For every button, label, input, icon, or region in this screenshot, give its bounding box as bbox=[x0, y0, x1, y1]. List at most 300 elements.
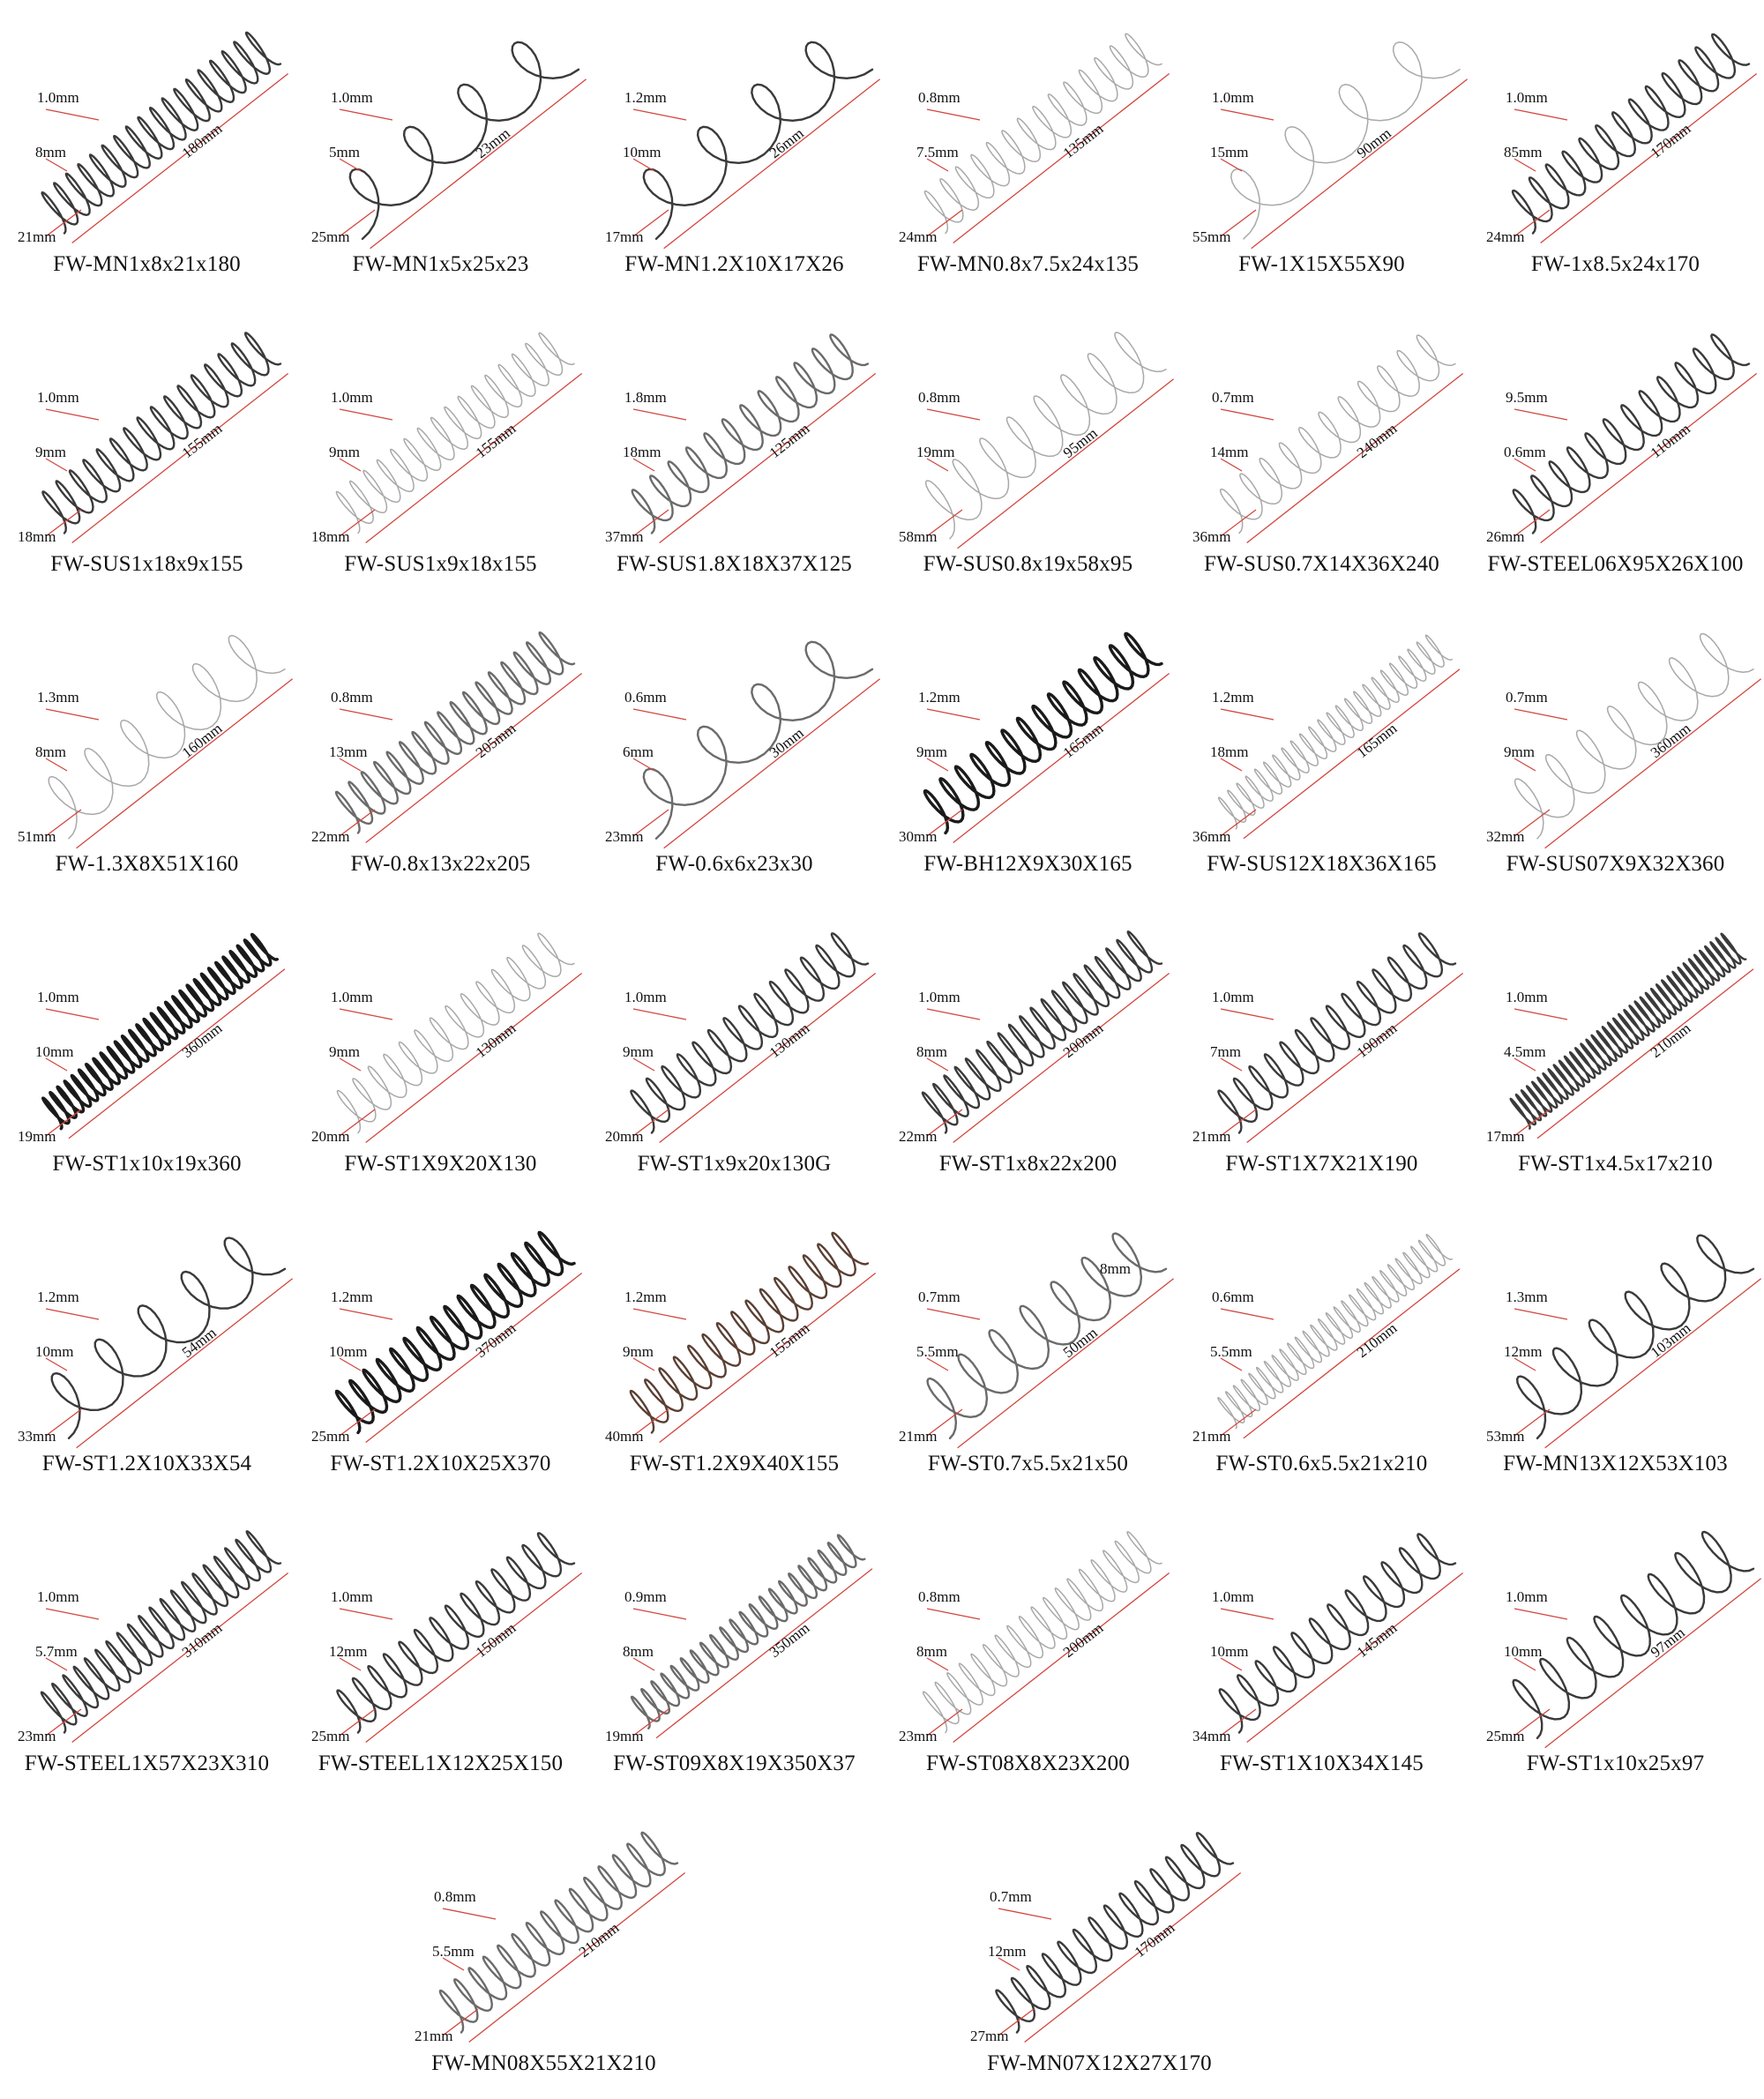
spring-photo bbox=[11, 11, 283, 249]
spring-photo bbox=[598, 11, 871, 249]
inner-diameter-label: 7mm bbox=[1210, 1043, 1241, 1060]
spring-coil bbox=[336, 333, 574, 534]
inner-dimension-line bbox=[1221, 459, 1242, 471]
product-card bbox=[0, 0, 294, 300]
model-number: FW-ST08X8X23X200 bbox=[926, 1752, 1130, 1775]
spring-coil bbox=[336, 632, 574, 833]
spring-photo bbox=[1479, 910, 1752, 1148]
length-label: 310mm bbox=[178, 1619, 226, 1662]
spring-photo bbox=[1185, 1510, 1458, 1748]
inner-dimension-line bbox=[633, 1358, 654, 1371]
length-dimension-line bbox=[1025, 1872, 1241, 2042]
outer-diameter-label: 17mm bbox=[1486, 1128, 1525, 1145]
length-dimension-line bbox=[366, 373, 582, 542]
product-card bbox=[1175, 1199, 1469, 1499]
inner-diameter-label: 85mm bbox=[1504, 144, 1543, 161]
inner-dimension-line bbox=[633, 758, 654, 771]
spring-coil bbox=[1515, 634, 1754, 839]
length-dimension-line bbox=[958, 1279, 1174, 1448]
length-label: 95mm bbox=[1059, 424, 1101, 462]
wire-diameter-label: 1.0mm bbox=[331, 389, 373, 406]
spring-coil bbox=[1220, 1535, 1455, 1733]
wire-diameter-label: 1.2mm bbox=[37, 1289, 79, 1305]
outer-diameter-label: 27mm bbox=[970, 2028, 1009, 2044]
inner-diameter-label: 4.5mm bbox=[1504, 1043, 1546, 1060]
spring-photo bbox=[963, 1810, 1236, 2048]
product-card bbox=[587, 1499, 881, 1799]
length-label: 26mm bbox=[766, 124, 807, 162]
outer-diameter-label: 17mm bbox=[605, 228, 644, 245]
length-dimension-line bbox=[1252, 79, 1468, 249]
inner-diameter-label: 10mm bbox=[623, 144, 662, 161]
spring-coil bbox=[350, 42, 579, 239]
wire-diameter-label: 0.6mm bbox=[1212, 1289, 1254, 1305]
model-number: FW-ST1.2X10X25X370 bbox=[330, 1452, 551, 1475]
length-label: 135mm bbox=[1059, 120, 1107, 162]
spring-coil bbox=[924, 34, 1162, 233]
length-label: 160mm bbox=[178, 720, 226, 762]
model-number: FW-STEEL06X95X26X100 bbox=[1487, 552, 1744, 576]
model-number: FW-SUS0.7X14X36X240 bbox=[1203, 552, 1440, 576]
spring-photo bbox=[11, 310, 283, 549]
wire-diameter-label: 0.7mm bbox=[1212, 389, 1254, 406]
outer-diameter-label: 18mm bbox=[18, 528, 56, 545]
model-number: FW-SUS1x18x9x155 bbox=[50, 552, 243, 576]
wire-diameter-label: 0.7mm bbox=[990, 1888, 1032, 1905]
model-number: FW-MN13X12X53X103 bbox=[1503, 1452, 1728, 1475]
model-number: FW-MN1x5x25x23 bbox=[352, 252, 529, 276]
length-dimension-line bbox=[72, 373, 288, 542]
model-number: FW-ST0.7x5.5x21x50 bbox=[927, 1452, 1129, 1475]
model-number: FW-ST09X8X19X350X37 bbox=[613, 1752, 856, 1775]
spring-photo bbox=[1185, 910, 1458, 1148]
length-dimension-line bbox=[469, 1872, 685, 2042]
spring-coil bbox=[42, 33, 280, 234]
inner-dimension-line bbox=[1221, 1658, 1242, 1670]
length-label: 110mm bbox=[1647, 420, 1693, 462]
model-number: FW-SUS1x9x18x155 bbox=[344, 552, 537, 576]
spring-photo bbox=[11, 910, 283, 1148]
length-dimension-line bbox=[1545, 679, 1761, 848]
inner-dimension-line bbox=[927, 1358, 948, 1371]
length-label: 360mm bbox=[178, 1020, 226, 1062]
spring-photo bbox=[892, 1210, 1164, 1448]
inner-dimension-line bbox=[1514, 1358, 1536, 1371]
inner-diameter-label: 5.5mm bbox=[1210, 1343, 1252, 1360]
wire-diameter-label: 1.0mm bbox=[1506, 989, 1548, 1005]
wire-diameter-label: 1.0mm bbox=[331, 89, 373, 106]
length-label: 165mm bbox=[1353, 720, 1401, 762]
wire-dimension-line bbox=[46, 1009, 99, 1020]
model-number: FW-0.8x13x22x205 bbox=[350, 852, 531, 876]
inner-diameter-label: 10mm bbox=[329, 1343, 368, 1360]
inner-diameter-label: 5.5mm bbox=[916, 1343, 959, 1360]
product-card bbox=[1175, 0, 1469, 300]
wire-diameter-label: 1.0mm bbox=[918, 989, 960, 1005]
wire-dimension-line bbox=[1514, 1009, 1567, 1020]
length-label: 370mm bbox=[472, 1319, 519, 1362]
inner-diameter-label: 0.6mm bbox=[1504, 444, 1546, 460]
wire-dimension-line bbox=[1221, 109, 1274, 120]
spring-coil bbox=[923, 1532, 1162, 1733]
inner-dimension-line bbox=[46, 1658, 67, 1670]
spring-coil bbox=[49, 636, 285, 839]
product-card bbox=[397, 1799, 691, 2099]
spring-photo bbox=[598, 910, 871, 1148]
product-card bbox=[1469, 300, 1762, 600]
model-number: FW-ST1X7X21X190 bbox=[1225, 1152, 1418, 1176]
outer-diameter-label: 21mm bbox=[415, 2028, 453, 2044]
wire-diameter-label: 0.8mm bbox=[918, 389, 960, 406]
inner-diameter-label: 5.7mm bbox=[35, 1643, 78, 1660]
length-dimension-line bbox=[1244, 1269, 1460, 1438]
model-number: FW-ST1.2X10X33X54 bbox=[41, 1452, 252, 1475]
wire-dimension-line bbox=[46, 109, 99, 120]
length-dimension-line bbox=[953, 673, 1170, 842]
wire-dimension-line bbox=[927, 1009, 980, 1020]
inner-diameter-label: 12mm bbox=[329, 1643, 368, 1660]
wire-diameter-label: 1.0mm bbox=[37, 1588, 79, 1605]
spring-photo bbox=[11, 610, 283, 848]
product-card bbox=[294, 1199, 587, 1499]
wire-dimension-line bbox=[340, 1309, 392, 1319]
product-card bbox=[0, 900, 294, 1199]
length-label: 23mm bbox=[472, 124, 513, 162]
length-label: 210mm bbox=[1647, 1020, 1694, 1062]
outer-diameter-label: 25mm bbox=[311, 1728, 350, 1744]
model-number: FW-MN1x8x21x180 bbox=[53, 252, 241, 276]
length-label: 165mm bbox=[1059, 720, 1107, 762]
inner-dimension-line bbox=[340, 1658, 361, 1670]
wire-dimension-line bbox=[1514, 109, 1567, 120]
inner-diameter-label: 9mm bbox=[916, 743, 947, 760]
model-number: FW-1X15X55X90 bbox=[1238, 252, 1405, 276]
model-number: FW-ST1X10X34X145 bbox=[1220, 1752, 1424, 1775]
model-number: FW-ST1x10x19x360 bbox=[52, 1152, 242, 1176]
inner-diameter-label: 13mm bbox=[329, 743, 368, 760]
product-card bbox=[0, 1199, 294, 1499]
inner-dimension-line bbox=[633, 159, 654, 171]
spring-photo bbox=[1185, 610, 1458, 848]
inner-dimension-line bbox=[1514, 1058, 1536, 1071]
spring-coil bbox=[1219, 635, 1453, 828]
spring-photo bbox=[1185, 310, 1458, 549]
wire-diameter-label: 1.0mm bbox=[1212, 1588, 1254, 1605]
wire-dimension-line bbox=[46, 709, 99, 720]
wire-diameter-label: 0.9mm bbox=[624, 1588, 667, 1605]
wire-diameter-label: 1.2mm bbox=[624, 89, 667, 106]
outer-diameter-label: 21mm bbox=[899, 1428, 938, 1445]
product-card bbox=[953, 1799, 1246, 2099]
length-label: 155mm bbox=[472, 420, 519, 462]
inner-dimension-line bbox=[1221, 1058, 1242, 1071]
inner-diameter-label: 10mm bbox=[35, 1043, 74, 1060]
inner-diameter-label: 7.5mm bbox=[916, 144, 959, 161]
length-dimension-line bbox=[1247, 373, 1463, 542]
spring-photo bbox=[1479, 1510, 1752, 1748]
product-card bbox=[1175, 300, 1469, 600]
outer-diameter-label: 21mm bbox=[1192, 1428, 1231, 1445]
product-card bbox=[0, 600, 294, 900]
product-card bbox=[587, 600, 881, 900]
inner-diameter-label: 5mm bbox=[329, 144, 360, 161]
wire-dimension-line bbox=[1221, 409, 1274, 420]
wire-dimension-line bbox=[340, 1009, 392, 1020]
wire-dimension-line bbox=[633, 709, 686, 720]
outer-diameter-label: 36mm bbox=[1192, 528, 1231, 545]
length-label: 170mm bbox=[1131, 1919, 1178, 1961]
model-number: FW-STEEL1X57X23X310 bbox=[24, 1752, 270, 1775]
outer-diameter-label: 36mm bbox=[1192, 828, 1231, 845]
spring-photo bbox=[892, 910, 1164, 1148]
outer-diameter-label: 19mm bbox=[605, 1728, 644, 1744]
length-label: 97mm bbox=[1647, 1624, 1688, 1662]
inner-diameter-label: 15mm bbox=[1210, 144, 1249, 161]
spring-photo bbox=[598, 1510, 871, 1748]
wire-dimension-line bbox=[1221, 1009, 1274, 1020]
inner-dimension-line bbox=[927, 758, 948, 771]
spring-photo bbox=[598, 1210, 871, 1448]
product-card bbox=[587, 900, 881, 1199]
length-label: 240mm bbox=[1353, 420, 1401, 462]
outer-diameter-label: 25mm bbox=[311, 228, 350, 245]
wire-dimension-line bbox=[1221, 1309, 1274, 1319]
outer-diameter-label: 40mm bbox=[605, 1428, 644, 1445]
wire-dimension-line bbox=[1514, 409, 1567, 420]
inner-dimension-line bbox=[998, 1958, 1020, 1970]
wire-dimension-line bbox=[340, 1609, 392, 1619]
wire-dimension-line bbox=[633, 1309, 686, 1319]
spring-photo bbox=[1185, 1210, 1458, 1448]
product-card bbox=[881, 1499, 1175, 1799]
spring-coil bbox=[41, 1531, 280, 1732]
inner-dimension-line bbox=[633, 1058, 654, 1071]
model-number: FW-BH12X9X30X165 bbox=[923, 852, 1132, 876]
inner-diameter-label: 14mm bbox=[1210, 444, 1249, 460]
spring-photo bbox=[304, 11, 577, 249]
outer-diameter-label: 34mm bbox=[1192, 1728, 1231, 1744]
product-card bbox=[1175, 900, 1469, 1199]
wire-diameter-label: 0.8mm bbox=[918, 1588, 960, 1605]
length-label: 145mm bbox=[1353, 1619, 1401, 1662]
wire-dimension-line bbox=[46, 1609, 99, 1619]
inner-dimension-line bbox=[340, 758, 361, 771]
product-card bbox=[1469, 900, 1762, 1199]
outer-diameter-label: 26mm bbox=[1486, 528, 1525, 545]
inner-dimension-line bbox=[927, 459, 948, 471]
outer-diameter-label: 20mm bbox=[605, 1128, 644, 1145]
wire-dimension-line bbox=[443, 1909, 496, 1919]
wire-diameter-label: 1.0mm bbox=[1506, 1588, 1548, 1605]
model-number: FW-0.6x6x23x30 bbox=[655, 852, 813, 876]
inner-diameter-label: 9mm bbox=[623, 1043, 654, 1060]
wire-dimension-line bbox=[633, 1609, 686, 1619]
inner-diameter-label: 8mm bbox=[916, 1643, 947, 1660]
spring-photo bbox=[1479, 1210, 1752, 1448]
length-label: 190mm bbox=[1353, 1020, 1401, 1062]
spring-coil bbox=[644, 42, 872, 239]
wire-diameter-label: 1.0mm bbox=[1212, 989, 1254, 1005]
product-card bbox=[1469, 1499, 1762, 1799]
inner-dimension-line bbox=[340, 1358, 361, 1371]
inner-dimension-line bbox=[340, 459, 361, 471]
wire-diameter-label: 1.8mm bbox=[624, 389, 667, 406]
wire-diameter-label: 1.0mm bbox=[37, 989, 79, 1005]
length-label: 103mm bbox=[1647, 1319, 1694, 1362]
length-dimension-line bbox=[366, 973, 582, 1142]
wire-diameter-label: 1.0mm bbox=[331, 989, 373, 1005]
inner-diameter-label: 18mm bbox=[1210, 743, 1249, 760]
model-number: FW-MN1.2X10X17X26 bbox=[624, 252, 844, 276]
wire-dimension-line bbox=[46, 1309, 99, 1319]
outer-diameter-label: 53mm bbox=[1486, 1428, 1525, 1445]
outer-diameter-label: 23mm bbox=[18, 1728, 56, 1744]
spring-coil bbox=[42, 333, 280, 534]
product-card bbox=[881, 600, 1175, 900]
spring-coil bbox=[924, 633, 1162, 833]
wire-dimension-line bbox=[340, 409, 392, 420]
spring-coil bbox=[52, 1238, 285, 1438]
spring-coil bbox=[1218, 933, 1455, 1132]
wire-diameter-label: 0.6mm bbox=[624, 689, 667, 706]
length-label: 170mm bbox=[1647, 120, 1694, 162]
spring-coil bbox=[923, 931, 1162, 1132]
product-card bbox=[294, 600, 587, 900]
product-card bbox=[881, 900, 1175, 1199]
wire-dimension-line bbox=[927, 409, 980, 420]
spring-coil bbox=[43, 935, 278, 1129]
length-label: 50mm bbox=[1059, 1324, 1101, 1362]
spring-coil bbox=[337, 933, 574, 1132]
spring-coil bbox=[1514, 335, 1749, 534]
product-card bbox=[0, 1499, 294, 1799]
spring-coil bbox=[1218, 1235, 1452, 1429]
product-card bbox=[294, 300, 587, 600]
length-label: 180mm bbox=[178, 120, 226, 162]
outer-diameter-label: 55mm bbox=[1192, 228, 1231, 245]
wire-diameter-label: 1.0mm bbox=[37, 389, 79, 406]
inner-dimension-line bbox=[927, 1658, 948, 1670]
length-dimension-line bbox=[366, 1572, 582, 1742]
length-dimension-line bbox=[370, 79, 587, 249]
inner-diameter-label: 5.5mm bbox=[432, 1943, 475, 1960]
model-number: FW-ST1x9x20x130G bbox=[637, 1152, 832, 1176]
spring-photo bbox=[1479, 11, 1752, 249]
inner-diameter-label: 19mm bbox=[916, 444, 955, 460]
inner-dimension-line bbox=[927, 159, 948, 171]
inner-dimension-line bbox=[443, 1958, 464, 1970]
length-dimension-line bbox=[366, 1273, 582, 1442]
wire-dimension-line bbox=[46, 409, 99, 420]
wire-diameter-label: 0.8mm bbox=[434, 1888, 476, 1905]
length-dimension-line bbox=[366, 673, 582, 842]
length-label: 54mm bbox=[178, 1324, 220, 1362]
spring-photo bbox=[598, 610, 871, 848]
length-dimension-line bbox=[656, 1569, 872, 1738]
wire-dimension-line bbox=[633, 1009, 686, 1020]
inner-dimension-line bbox=[1514, 159, 1536, 171]
product-card bbox=[587, 1199, 881, 1499]
length-label: 30mm bbox=[766, 724, 807, 762]
model-number: FW-MN0.8x7.5x24x135 bbox=[916, 252, 1140, 276]
inner-diameter-label: 9mm bbox=[623, 1343, 654, 1360]
inner-dimension-line bbox=[927, 1058, 948, 1071]
length-label: 155mm bbox=[766, 1319, 813, 1362]
product-card bbox=[881, 300, 1175, 600]
spring-photo bbox=[1479, 310, 1752, 549]
outer-diameter-label: 24mm bbox=[1486, 228, 1525, 245]
spring-photo bbox=[1479, 610, 1752, 848]
spring-coil bbox=[1514, 1532, 1753, 1738]
length-dimension-line bbox=[660, 973, 876, 1142]
wire-diameter-label: 1.0mm bbox=[37, 89, 79, 106]
outer-diameter-label: 18mm bbox=[311, 528, 350, 545]
inner-dimension-line bbox=[1514, 758, 1536, 771]
inner-diameter-label: 8mm bbox=[35, 144, 66, 161]
wire-diameter-label: 0.8mm bbox=[918, 89, 960, 106]
wire-dimension-line bbox=[1221, 1609, 1274, 1619]
spring-coil bbox=[336, 1233, 574, 1433]
wire-diameter-label: 9.5mm bbox=[1506, 389, 1548, 406]
length-label: 200mm bbox=[1059, 1619, 1107, 1662]
wire-diameter-label: 0.8mm bbox=[331, 689, 373, 706]
length-dimension-line bbox=[953, 73, 1170, 243]
spring-photo bbox=[11, 1510, 283, 1748]
wire-diameter-label: 1.0mm bbox=[331, 1588, 373, 1605]
length-label: 155mm bbox=[178, 420, 226, 462]
inner-diameter-label: 10mm bbox=[1210, 1643, 1249, 1660]
spring-photo bbox=[892, 310, 1164, 549]
wire-diameter-label: 1.0mm bbox=[1506, 89, 1548, 106]
outer-diameter-label: 21mm bbox=[18, 228, 56, 245]
product-card bbox=[0, 300, 294, 600]
wire-dimension-line bbox=[633, 409, 686, 420]
wire-dimension-line bbox=[1514, 709, 1567, 720]
spring-photo bbox=[304, 910, 577, 1148]
length-label: 210mm bbox=[1353, 1319, 1401, 1362]
spring-photo bbox=[892, 610, 1164, 848]
product-card bbox=[294, 1499, 587, 1799]
spring-photo bbox=[11, 1210, 283, 1448]
length-dimension-line bbox=[664, 79, 880, 249]
spring-photo bbox=[304, 310, 577, 549]
wire-diameter-label: 1.2mm bbox=[624, 1289, 667, 1305]
inner-dimension-line bbox=[46, 758, 67, 771]
wire-diameter-label: 1.3mm bbox=[37, 689, 79, 706]
inner-dimension-line bbox=[340, 159, 361, 171]
outer-diameter-label: 22mm bbox=[899, 1128, 938, 1145]
outer-diameter-label: 25mm bbox=[1486, 1728, 1525, 1744]
wire-diameter-label: 0.7mm bbox=[918, 1289, 960, 1305]
length-dimension-line bbox=[660, 1273, 876, 1442]
spring-photo bbox=[598, 310, 871, 549]
length-label: 200mm bbox=[1059, 1020, 1107, 1062]
inner-diameter-label: 12mm bbox=[988, 1943, 1027, 1960]
spring-photo bbox=[1185, 11, 1458, 249]
wire-diameter-label: 1.0mm bbox=[624, 989, 667, 1005]
spring-coil bbox=[1513, 34, 1749, 234]
length-label: 350mm bbox=[766, 1619, 813, 1662]
spring-coil bbox=[1221, 335, 1455, 533]
wire-dimension-line bbox=[927, 709, 980, 720]
length-label: 130mm bbox=[472, 1020, 519, 1062]
inner-dimension-line bbox=[46, 1358, 67, 1371]
inner-diameter-label: 18mm bbox=[623, 444, 662, 460]
model-number: FW-ST1.2X9X40X155 bbox=[629, 1452, 840, 1475]
model-number: FW-1x8.5x24x170 bbox=[1530, 252, 1700, 276]
wire-dimension-line bbox=[340, 109, 392, 120]
length-dimension-line bbox=[1545, 1279, 1761, 1448]
